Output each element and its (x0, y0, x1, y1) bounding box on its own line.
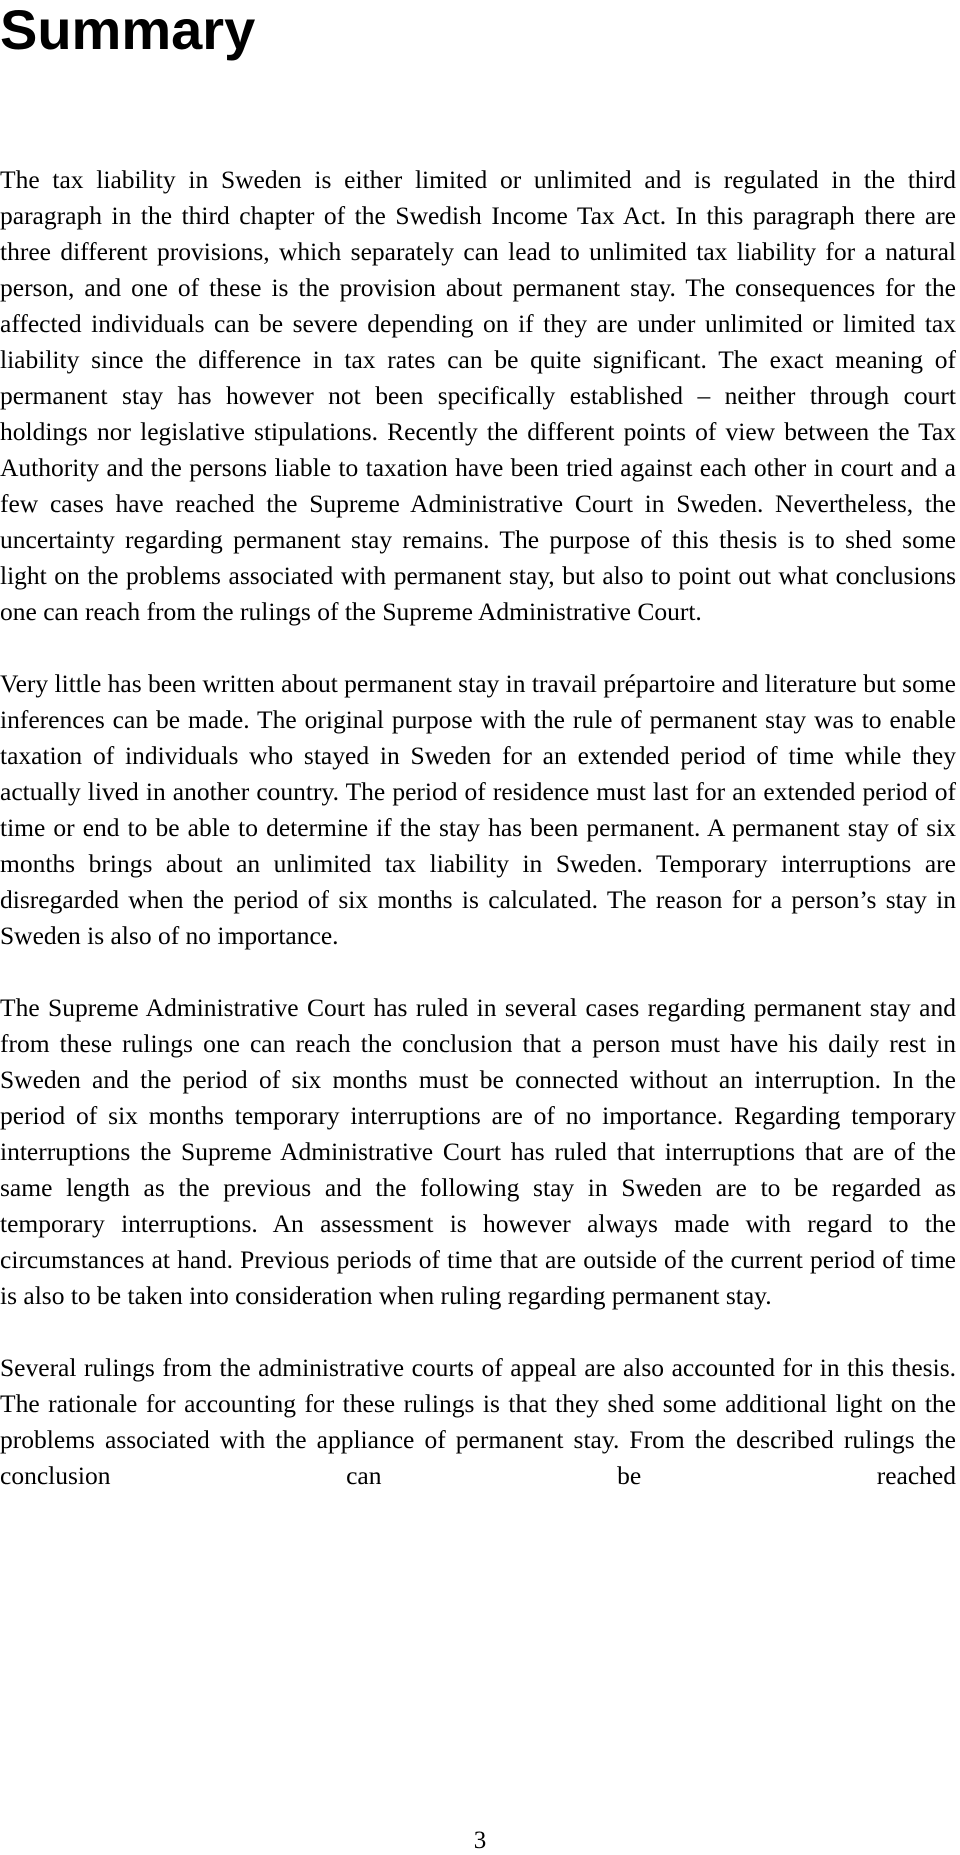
paragraph-4: Several rulings from the administrative courts of appeal are also accounted for in this thesis. The rationale for accounting for these rulings is that they shed some additional light on the problems associated with the appliance of permanent stay. From the described rulings the conclusion can be reached (0, 1353, 956, 1490)
body-text (0, 162, 956, 1494)
page-title: Summary (0, 0, 256, 61)
paragraph-1: The tax liability in Sweden is either limited or unlimited and is regulated in the third paragraph in the third chapter of the Swedish Income Tax Act. In this paragraph there are three different provisions, which separately can lead to unlimited tax liability for a natural person, and one of these is the provision about permanent stay. The consequences for the affected individuals can be severe depending on if they are under unlimited or limited tax liability since the difference in tax rates can be quite significant. The exact meaning of permanent stay has however not been specifically established – neither through court holdings nor legislative stipulations. Recently the different points of view between the Tax Authority and the persons liable to taxation have been tried against each other in court and a few cases have reached the Supreme Administrative Court in Sweden. Nevertheless, the uncertainty regarding permanent stay remains. The purpose of this thesis is to shed some light on the problems associated with permanent stay, but also to point out what conclusions one can reach from the rulings of the Supreme Administrative Court. (0, 165, 956, 626)
page-number: 3 (473, 1827, 487, 1854)
paragraph-3: The Supreme Administrative Court has ruled in several cases regarding permanent stay and from these rulings one can reach the conclusion that a person must have his daily rest in Sweden and the period of six months must be connected without an interruption. In the period of six months temporary interruptions are of no importance. Regarding temporary interruptions the Supreme Administrative Court has ruled that interruptions that are of the same length as the previous and the following stay in Sweden are to be regarded as temporary interruptions. An assessment is however always made with regard to the circumstances at hand. Previous periods of time that are outside of the current period of time is also to be taken into consideration when ruling regarding permanent stay. (0, 993, 956, 1310)
paragraph-2: Very little has been written about permanent stay in travail prépartoire and literature but some inferences can be made. The original purpose with the rule of permanent stay was to enable taxation of individuals who stayed in Sweden for an extended period of time while they actually lived in another country. The period of residence must last for an extended period of time or end to be able to determine if the stay has been permanent. A permanent stay of six months brings about an unlimited tax liability in Sweden. Temporary interruptions are disregarded when the period of six months is calculated. The reason for a person’s stay in Sweden is also of no importance. (0, 669, 956, 950)
